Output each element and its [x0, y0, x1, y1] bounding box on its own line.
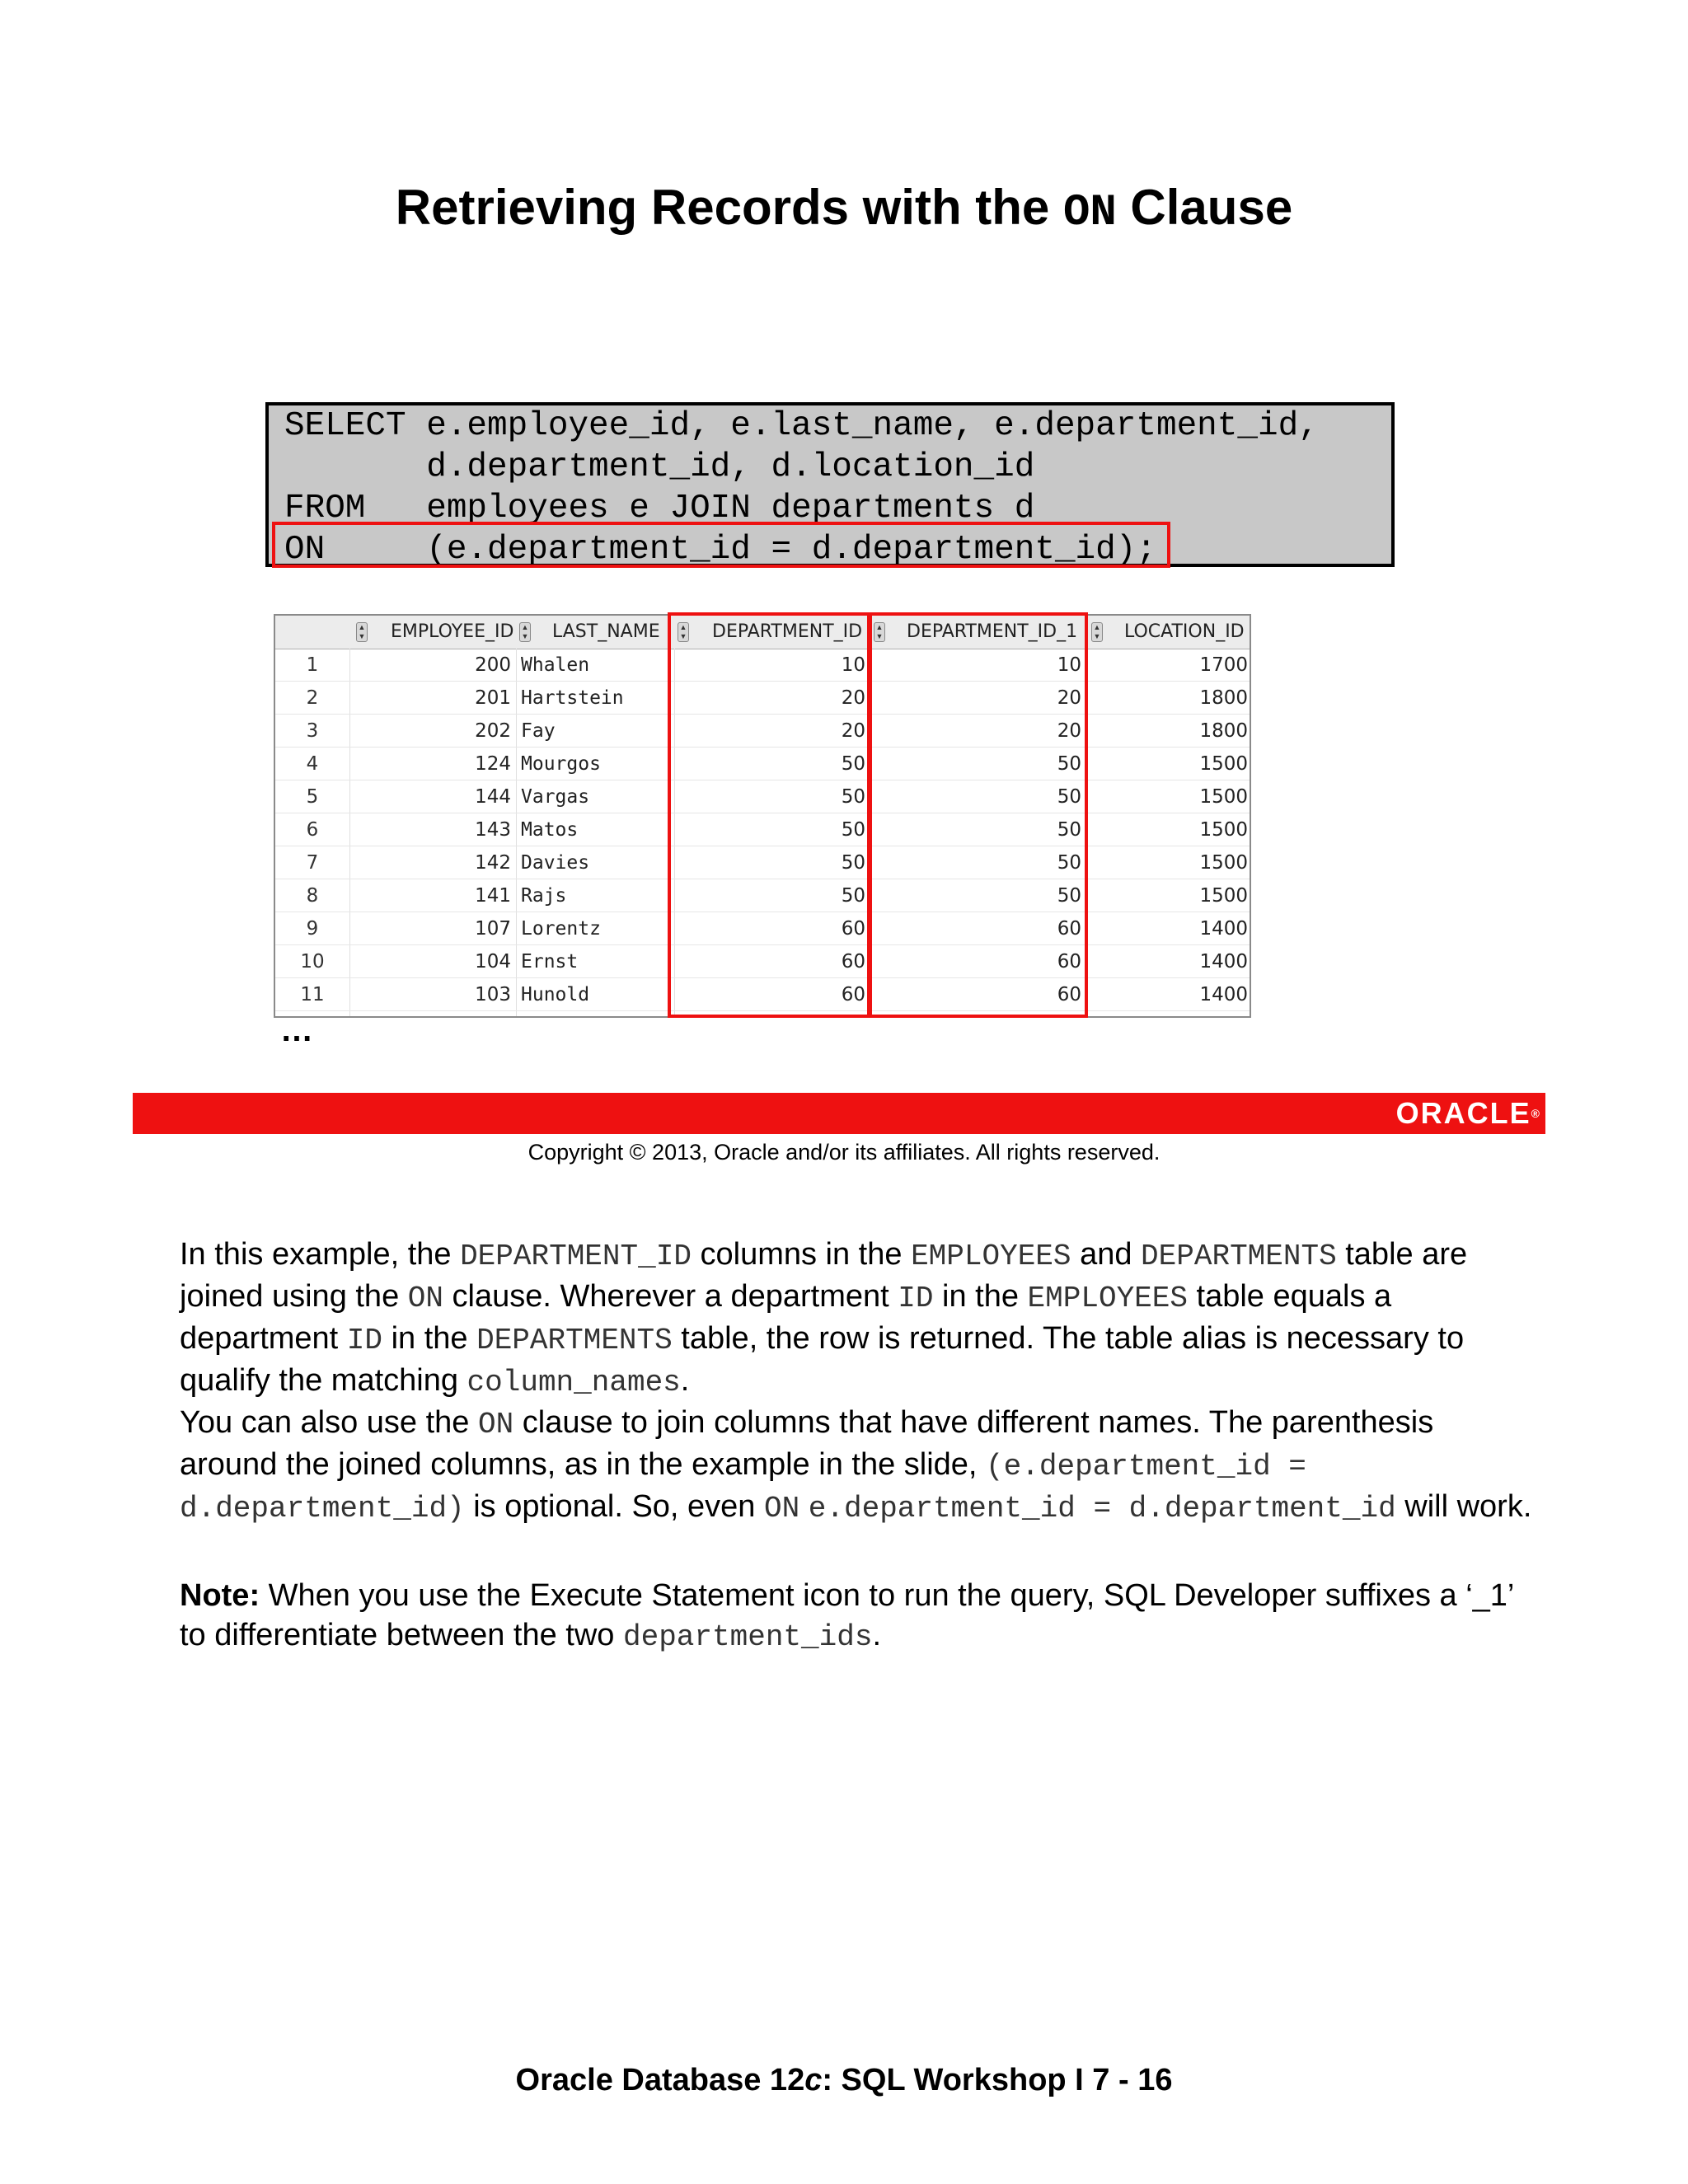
sort-icon[interactable]: ▲ ▼: [678, 622, 689, 642]
employee-id-cell: 141: [475, 885, 511, 907]
department-id-cell: 60: [841, 951, 865, 972]
row-number: 10: [300, 951, 325, 972]
page-footer: Oracle Database 12c: SQL Workshop I 7 - 16: [515, 2063, 1173, 2097]
location-id-cell: 1800: [1199, 687, 1248, 709]
sql-line: d.department_id, d.location_id: [284, 448, 1035, 486]
note-paragraph-3: Note: When you use the Execute Statement icon to run the query, SQL Developer suffixes a ‘_1’ to differentiate between the two department_ids.: [180, 1578, 1513, 1654]
last-name-cell: Fay: [521, 720, 556, 742]
department-id-1-highlight: [869, 612, 1088, 1018]
location-id-cell: 1500: [1199, 852, 1248, 874]
department-id-1-cell: 10: [1057, 654, 1081, 676]
last-name-cell: Davies: [521, 852, 590, 874]
location-id-cell: 1700: [1199, 654, 1248, 676]
employee-id-cell: 142: [475, 852, 511, 874]
column-header-department-id-1[interactable]: DEPARTMENT_ID_1: [907, 621, 1078, 642]
employee-id-cell: 103: [475, 984, 511, 1005]
employee-id-cell: 107: [475, 918, 511, 940]
department-id-1-cell: 50: [1057, 852, 1081, 874]
location-id-cell: 1500: [1199, 885, 1248, 907]
department-id-1-cell: 50: [1057, 885, 1081, 907]
title-text-end: Clause: [1116, 180, 1293, 235]
last-name-cell: Whalen: [521, 654, 590, 676]
sql-line: ON (e.department_id = d.department_id);: [284, 531, 1156, 569]
title-code: ON: [1062, 188, 1117, 238]
department-id-cell: 20: [841, 720, 865, 742]
location-id-cell: 1400: [1199, 951, 1248, 972]
sort-icon[interactable]: ▲ ▼: [1091, 622, 1103, 642]
on-clause-highlight: [272, 522, 1170, 568]
department-id-cell: 50: [841, 885, 865, 907]
last-name-cell: Matos: [521, 819, 579, 841]
employee-id-cell: 201: [475, 687, 511, 709]
last-name-cell: Hartstein: [521, 687, 624, 709]
last-name-cell: Ernst: [521, 951, 579, 972]
note-paragraph-1: In this example, the DEPARTMENT_ID columns in the EMPLOYEES and DEPARTMENTS table are joined using the ON clause. Wherever a department ID in the EMPLOYEES table equals a department ID in the DEPARTMENTS table, the row is returned. The table alias is necessary to qualify the matching column_names.: [180, 1237, 1468, 1399]
department-id-1-cell: 60: [1057, 918, 1081, 940]
row-number: 9: [306, 918, 319, 940]
row-number: 5: [306, 786, 319, 808]
department-id-1-cell: 50: [1057, 753, 1081, 775]
last-name-cell: Mourgos: [521, 753, 601, 775]
location-id-cell: 1500: [1199, 786, 1248, 808]
location-id-cell: 1500: [1199, 819, 1248, 841]
row-number: 1: [306, 654, 319, 676]
column-header-location-id[interactable]: LOCATION_ID: [1124, 621, 1245, 642]
employee-id-cell: 124: [475, 753, 511, 775]
sort-icon[interactable]: ▲ ▼: [519, 622, 531, 642]
location-id-cell: 1800: [1199, 720, 1248, 742]
department-id-1-cell: 20: [1057, 687, 1081, 709]
column-header-last-name[interactable]: LAST_NAME: [552, 621, 660, 642]
department-id-cell: 50: [841, 852, 865, 874]
department-id-cell: 50: [841, 819, 865, 841]
oracle-banner: [133, 1093, 1545, 1134]
employee-id-cell: 202: [475, 720, 511, 742]
title-text: Retrieving Records with the: [395, 180, 1063, 235]
sort-icon[interactable]: ▲ ▼: [874, 622, 885, 642]
column-header-employee-id[interactable]: EMPLOYEE_ID: [391, 621, 514, 642]
row-number: 4: [306, 753, 319, 775]
last-name-cell: Lorentz: [521, 918, 601, 940]
row-number: 2: [306, 687, 319, 709]
location-id-cell: 1400: [1199, 984, 1248, 1005]
department-id-1-cell: 60: [1057, 984, 1081, 1005]
department-id-1-cell: 60: [1057, 951, 1081, 972]
employee-id-cell: 200: [475, 654, 511, 676]
sort-icon[interactable]: ▲ ▼: [356, 622, 368, 642]
department-id-1-cell: 20: [1057, 720, 1081, 742]
employee-id-cell: 144: [475, 786, 511, 808]
department-id-cell: 60: [841, 984, 865, 1005]
department-id-cell: 10: [841, 654, 865, 676]
row-number: 3: [306, 720, 319, 742]
sql-line: FROM employees e JOIN departments d: [284, 490, 1035, 527]
row-number: 11: [300, 984, 325, 1005]
oracle-logo: ORACLE®: [1395, 1096, 1540, 1130]
last-name-cell: Hunold: [521, 984, 590, 1005]
department-id-1-cell: 50: [1057, 786, 1081, 808]
department-id-cell: 60: [841, 918, 865, 940]
department-id-highlight: [668, 612, 870, 1018]
location-id-cell: 1400: [1199, 918, 1248, 940]
department-id-1-cell: 50: [1057, 819, 1081, 841]
note-paragraph-2: You can also use the ON clause to join columns that have different names. The parenthesis around the joined columns, as in the example in the slide, (e.department_id = d.department_id) is optional. So, even ON e.department_id = d.department_id will work.: [180, 1405, 1532, 1526]
row-number: 7: [306, 852, 319, 874]
last-name-cell: Vargas: [521, 786, 590, 808]
department-id-cell: 50: [841, 753, 865, 775]
sql-line: SELECT e.employee_id, e.last_name, e.department_id,: [284, 407, 1319, 445]
department-id-cell: 50: [841, 786, 865, 808]
row-number: 6: [306, 819, 319, 841]
column-header-department-id[interactable]: DEPARTMENT_ID: [712, 621, 863, 642]
row-number: 8: [306, 885, 319, 907]
location-id-cell: 1500: [1199, 753, 1248, 775]
employee-id-cell: 143: [475, 819, 511, 841]
department-id-cell: 20: [841, 687, 865, 709]
employee-id-cell: 104: [475, 951, 511, 972]
last-name-cell: Rajs: [521, 885, 567, 907]
ellipsis: …: [280, 1012, 316, 1048]
copyright: Copyright © 2013, Oracle and/or its affiliates. All rights reserved.: [528, 1140, 1160, 1165]
slide-title: [0, 175, 1688, 246]
